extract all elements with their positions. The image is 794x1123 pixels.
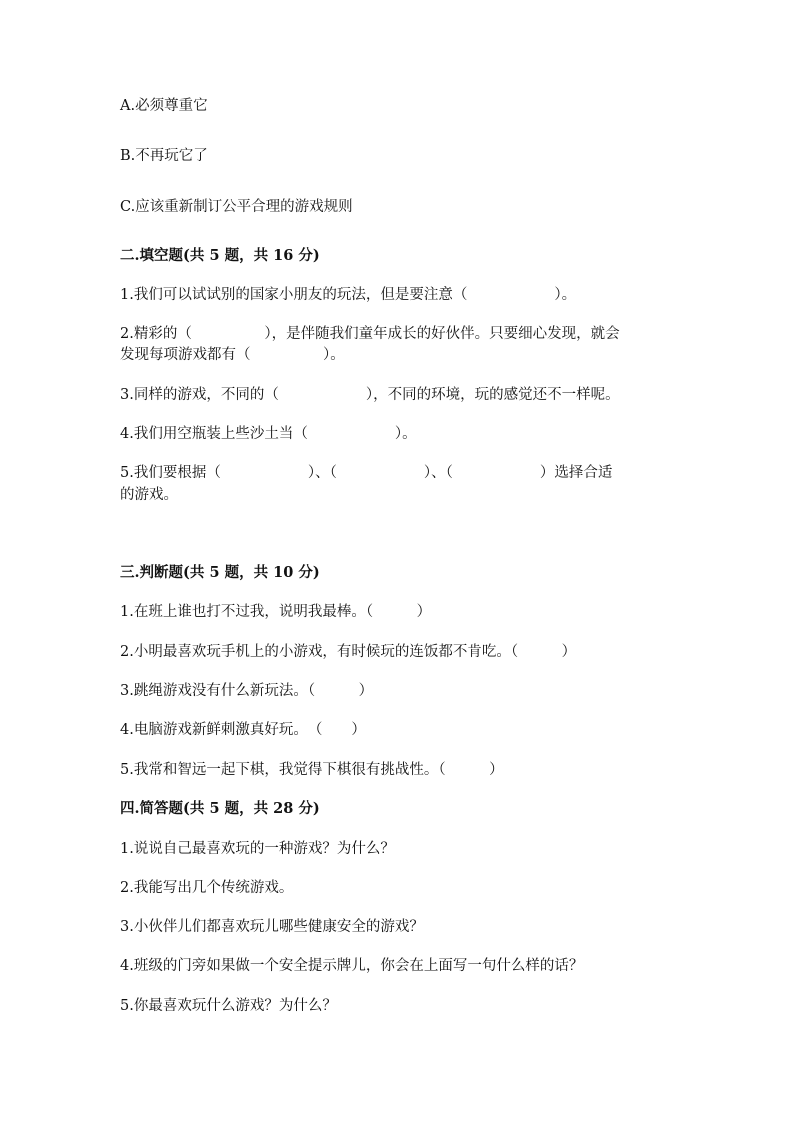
fill-question-2-line1: 2.精彩的（ ），是伴随我们童年成长的好伙伴。只要细心发现，就会 [120, 326, 620, 342]
section4-heading: 四.简答题(共 5 题，共 28 分) [120, 800, 320, 817]
section3-heading: 三.判断题(共 5 题，共 10 分) [120, 564, 320, 581]
section2-heading: 二.填空题(共 5 题，共 16 分) [120, 247, 320, 264]
fill-question-5-line1: 5.我们要根据（ ）、（ ）、（ ）选择合适 [120, 465, 613, 481]
short-question-3: 3.小伙伴儿们都喜欢玩儿哪些健康安全的游戏？ [120, 919, 424, 935]
fill-question-5-line2: 的游戏。 [120, 487, 178, 503]
short-question-2: 2.我能写出几个传统游戏。 [120, 880, 294, 896]
judge-question-1: 1.在班上谁也打不过我，说明我最棒。（ ） [120, 604, 432, 620]
judge-question-5: 5.我常和智远一起下棋，我觉得下棋很有挑战性。（ ） [120, 762, 504, 778]
short-question-1: 1.说说自己最喜欢玩的一种游戏？为什么？ [120, 841, 395, 857]
option-a: A.必须尊重它 [120, 98, 208, 114]
fill-question-4: 4.我们用空瓶装上些沙土当（ ）。 [120, 426, 417, 442]
judge-question-3: 3.跳绳游戏没有什么新玩法。（ ） [120, 683, 374, 699]
short-question-4: 4.班级的门旁如果做一个安全提示牌儿，你会在上面写一句什么样的话？ [120, 958, 584, 974]
judge-question-4: 4.电脑游戏新鲜刺激真好玩。 （ ） [120, 722, 366, 738]
fill-question-3: 3.同样的游戏，不同的（ ），不同的环境，玩的感觉还不一样呢。 [120, 387, 620, 403]
option-b: B.不再玩它了 [120, 148, 208, 164]
fill-question-2-line2: 发现每项游戏都有（ ）。 [120, 347, 345, 363]
fill-question-1: 1.我们可以试试别的国家小朋友的玩法，但是要注意（ ）。 [120, 287, 577, 303]
option-c: C.应该重新制订公平合理的游戏规则 [120, 199, 353, 215]
short-question-5: 5.你最喜欢玩什么游戏？为什么？ [120, 998, 337, 1014]
judge-question-2: 2.小明最喜欢玩手机上的小游戏，有时候玩的连饭都不肯吃。（ ） [120, 644, 577, 660]
